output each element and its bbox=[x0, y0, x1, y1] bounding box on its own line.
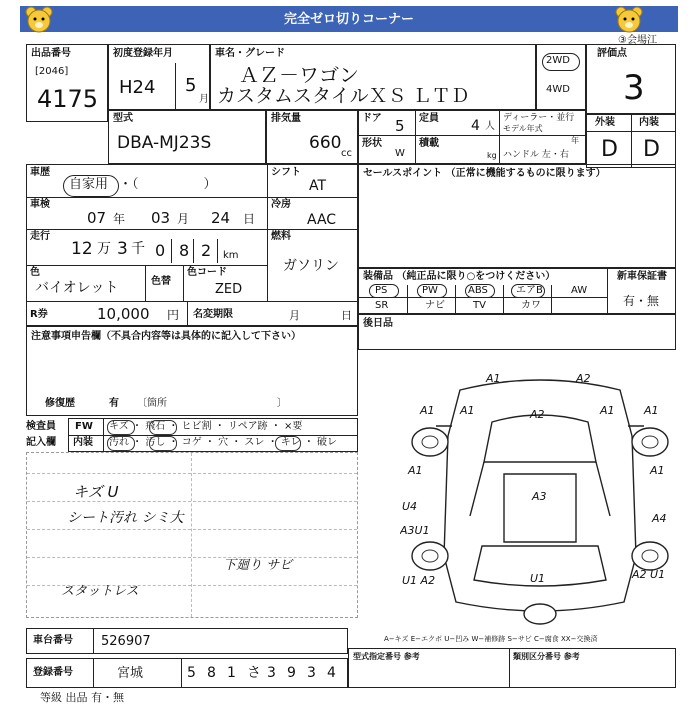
defect-circle-mark bbox=[107, 436, 135, 451]
defect-circle-mark bbox=[275, 436, 301, 451]
handwritten-note: スタットレス bbox=[61, 584, 139, 599]
history-label: 車歴 bbox=[30, 167, 50, 178]
damage-mark: A2 U1 bbox=[632, 568, 666, 581]
sales-point-label: セールスポイント （正常に機能するものに限ります） bbox=[363, 168, 606, 179]
rear-items-label: 後日品 bbox=[363, 318, 393, 329]
notes-label: 注意事項申告欄（不具合内容等は具体的に記入して下さい） bbox=[31, 331, 301, 342]
repair-history-label: 修復歴 bbox=[45, 398, 75, 409]
equipment-box bbox=[358, 268, 676, 314]
displacement-label: 排気量 bbox=[271, 113, 301, 124]
registration-label: 初度登録年月 bbox=[113, 48, 173, 59]
displacement-box: 排気量 660 cc bbox=[266, 110, 358, 164]
drive-2wd: 2WD bbox=[546, 55, 570, 66]
model-label: 車名・グレード bbox=[215, 48, 285, 59]
handwritten-note: シート汚れ シミ大 bbox=[67, 510, 184, 526]
exterior-grade: D bbox=[601, 137, 618, 162]
equipment-item: TV bbox=[473, 300, 486, 311]
color-label: 色 bbox=[30, 267, 40, 278]
bear-mascot-icon bbox=[24, 5, 54, 33]
interior-label: 内装 bbox=[639, 117, 659, 128]
equipment-item: ナビ bbox=[425, 300, 445, 311]
sales-point-box bbox=[358, 164, 676, 268]
chassis-number: 526907 bbox=[101, 634, 151, 649]
capacity-value: 4 bbox=[471, 118, 480, 134]
history-value: 自家用 bbox=[69, 177, 109, 192]
handwritten-note: 下廻り サビ bbox=[223, 558, 293, 573]
defect-circle-mark bbox=[149, 420, 177, 435]
ac-value: AAC bbox=[307, 212, 337, 228]
damage-mark: A1 bbox=[486, 372, 501, 385]
exterior-defects: キズ ・ 飛石 ・ ヒビ割 ・ リペア跡 ・ ×要 bbox=[109, 421, 303, 432]
color-code-label: 色コード bbox=[187, 267, 227, 278]
plate-label: 登録番号 bbox=[33, 667, 73, 678]
drive-box bbox=[536, 44, 586, 110]
fw-label: FW bbox=[75, 421, 93, 432]
equipment-item: カワ bbox=[521, 300, 541, 311]
equipment-label: 装備品 （純正品に限り○をつけください） bbox=[363, 271, 556, 282]
notes-box: 注意事項申告欄（不具合内容等は具体的に記入して下さい） 修復歴 有 〔箇所 〕 bbox=[26, 326, 358, 416]
plate-char: 1 bbox=[227, 665, 236, 681]
damage-mark: U4 bbox=[402, 500, 418, 513]
exterior-label: 外装 bbox=[595, 117, 615, 128]
type-designation-label: 型式指定番号 参考 bbox=[353, 652, 420, 661]
model-box bbox=[210, 44, 536, 110]
fuel-label: 燃料 bbox=[271, 231, 291, 242]
model-year-label: モデル年式 bbox=[503, 124, 543, 133]
inspector-box bbox=[68, 418, 358, 452]
lot-code: [2046] bbox=[35, 66, 69, 77]
color-value: バイオレット bbox=[35, 280, 119, 296]
lot-label: 出品番号 bbox=[31, 48, 71, 59]
inspector-entry-label: 記入欄 bbox=[26, 437, 56, 448]
plate-char: 3 bbox=[267, 665, 276, 681]
rating-value: 3 bbox=[623, 68, 645, 108]
drive-4wd: 4WD bbox=[546, 84, 570, 95]
inspection-year: 07 bbox=[87, 209, 107, 227]
color-change-label: 色替 bbox=[151, 276, 171, 287]
inspection-day: 24 bbox=[211, 209, 231, 227]
shift-value: AT bbox=[309, 178, 327, 194]
equipment-item: ABS bbox=[468, 285, 488, 296]
model-name-line2: カスタムスタイルＸＳ ＬＴＤ bbox=[217, 85, 470, 107]
load-label: 積載 bbox=[419, 138, 439, 149]
rear-items-box bbox=[358, 314, 676, 350]
banner-title: 完全ゼロ切りコーナー bbox=[283, 12, 414, 27]
damage-mark: A2 bbox=[530, 408, 545, 421]
interior-grade: D bbox=[643, 137, 660, 162]
plate-char: 3 bbox=[307, 665, 316, 681]
lot-box bbox=[26, 44, 108, 122]
defect-circle-mark bbox=[107, 420, 135, 435]
chassis-label: 車台番号 bbox=[33, 635, 73, 646]
doors-label: ドア bbox=[362, 113, 382, 124]
repair-history-value: 有 bbox=[109, 398, 119, 409]
defect-circle-mark bbox=[149, 436, 177, 451]
class-designation-label: 類別区分番号 参考 bbox=[513, 652, 580, 661]
equipment-item: SR bbox=[375, 300, 389, 311]
damage-mark: A1 bbox=[460, 404, 475, 417]
mileage-label: 走行 bbox=[30, 231, 50, 242]
recycle-label: R券 bbox=[30, 309, 48, 320]
mileage-sen: 3 bbox=[117, 239, 128, 259]
damage-mark: A4 bbox=[652, 512, 667, 525]
bottom-cut-text: 等級 出品 有・無 bbox=[40, 691, 124, 704]
handwritten-note: キズ U bbox=[73, 483, 119, 501]
doors-value: 5 bbox=[395, 117, 405, 135]
plate-area: 宮城 bbox=[117, 666, 144, 681]
type-value: DBA-MJ23S bbox=[117, 133, 212, 153]
exterior-interior-box bbox=[586, 114, 676, 168]
damage-mark: A1 bbox=[600, 404, 615, 417]
warranty-label: 新車保証書 bbox=[617, 271, 667, 282]
damage-mark: A3U1 bbox=[400, 524, 430, 537]
shift-label: シフト bbox=[271, 167, 301, 178]
damage-mark: A1 bbox=[420, 404, 435, 417]
name-change-label: 名変期限 bbox=[193, 309, 233, 320]
warranty-value: 有・無 bbox=[623, 294, 660, 308]
shape-label: 形状 bbox=[362, 138, 382, 149]
equipment-item: PS bbox=[375, 285, 388, 296]
model-name-line1: ＡＺ－ワゴン bbox=[239, 63, 359, 87]
handwritten-notes-area bbox=[26, 452, 358, 618]
ac-label: 冷房 bbox=[271, 199, 291, 210]
mileage-man: 12 bbox=[71, 239, 93, 259]
displacement-value: 660 bbox=[309, 133, 342, 153]
dealer-label: ディーラー・並行 bbox=[503, 113, 575, 123]
reference-box bbox=[348, 648, 676, 688]
equipment-item: AW bbox=[571, 285, 588, 296]
plate-char: 9 bbox=[287, 665, 296, 681]
damage-mark: A1 bbox=[408, 464, 423, 477]
damage-mark: U1 A2 bbox=[402, 574, 436, 587]
plate-char: さ bbox=[247, 665, 261, 681]
inspector-label: 検査員 bbox=[26, 421, 56, 432]
damage-mark: A2 bbox=[576, 372, 591, 385]
bear-mascot-icon bbox=[614, 5, 644, 33]
spec-box: ドア 5 定員 4 人 ディーラー・並行 形状 W 積載 kg モデル年式 年 ハンドル 左・右 bbox=[358, 110, 586, 164]
lot-number: 4175 bbox=[37, 85, 99, 113]
recycle-value: 10,000 bbox=[97, 305, 150, 323]
rating-label: 評価点 bbox=[597, 48, 627, 59]
mileage-digit: 2 bbox=[201, 241, 212, 260]
color-code: ZED bbox=[215, 282, 243, 297]
mileage-digit: 8 bbox=[179, 241, 190, 260]
interior-defects: 汚れ ・ 汚し ・ コゲ ・ 穴 ・ スレ ・ キレ ・ 破レ bbox=[109, 437, 338, 448]
registration-year: H24 bbox=[119, 77, 156, 98]
damage-mark: A3 bbox=[532, 490, 547, 503]
plate-box bbox=[26, 658, 348, 688]
plate-char: 8 bbox=[207, 665, 216, 681]
chassis-box bbox=[26, 628, 348, 654]
handle-label: ハンドル 左・右 bbox=[503, 150, 569, 160]
damage-mark: U1 bbox=[530, 572, 546, 585]
type-label: 型式 bbox=[113, 113, 133, 124]
equipment-item: エアB bbox=[516, 285, 543, 296]
equipment-item: PW bbox=[422, 285, 438, 296]
inspection-label: 車検 bbox=[30, 199, 50, 210]
plate-char: 4 bbox=[327, 665, 336, 681]
detail-table: 車歴 自家用 ・（ ） シフト AT 車検 07 年 03 月 24 日 冷房 AAC 走行 12 万 3 千 0 8 2 km 燃料 ガソリン 色 バイオレット 色替 色コード ZED R券 10,000 円 名変期限 月 日 bbox=[26, 164, 358, 326]
interior-row-label: 内装 bbox=[73, 437, 93, 448]
registration-month: 5 bbox=[185, 75, 197, 96]
mileage-digit: 0 bbox=[155, 241, 166, 260]
registration-box: 初度登録年月 H24 5 月 bbox=[108, 44, 210, 110]
fuel-value: ガソリン bbox=[283, 258, 339, 274]
type-box bbox=[108, 110, 266, 164]
venue-stamp: ③会場江 bbox=[618, 35, 657, 46]
inspection-month: 03 bbox=[151, 209, 171, 227]
plate-char: 5 bbox=[187, 665, 196, 681]
capacity-label: 定員 bbox=[419, 113, 439, 124]
rating-box bbox=[586, 44, 676, 114]
shape-value: W bbox=[395, 148, 405, 159]
car-damage-diagram bbox=[400, 366, 676, 628]
damage-mark: A1 bbox=[644, 404, 659, 417]
damage-mark: A1 bbox=[650, 464, 665, 477]
diagram-legend: A−キズ E−エクボ U−凹み W−補修跡 S−サビ C−腐食 XX−交換済 bbox=[384, 635, 598, 643]
header-banner bbox=[20, 6, 678, 32]
